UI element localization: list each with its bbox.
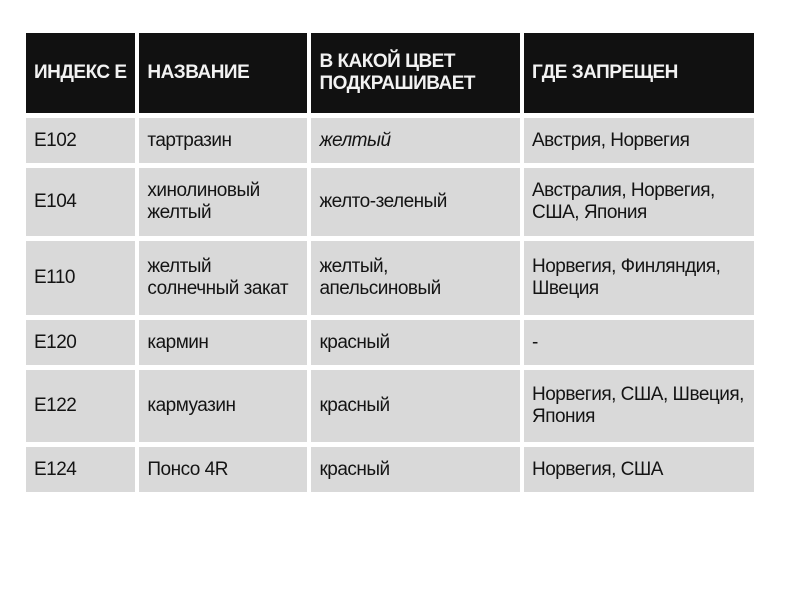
cell-color: желто-зеленый (311, 168, 524, 241)
table-row (26, 118, 754, 168)
cell-color: красный (311, 320, 524, 370)
header-index: ИНДЕКС Е (26, 33, 139, 118)
cell-index: Е102 (26, 118, 139, 168)
table-header-row (26, 33, 754, 118)
cell-name: тартразин (139, 118, 311, 168)
table-row (26, 447, 754, 497)
cell-index: Е120 (26, 320, 139, 370)
cell-color: желтый (311, 118, 524, 168)
header-banned-in: ГДЕ ЗАПРЕЩЕН (524, 33, 754, 118)
cell-name: кармуазин (139, 370, 311, 447)
cell-color: красный (311, 370, 524, 447)
cell-banned-in: Норвегия, США (524, 447, 754, 497)
cell-index: Е110 (26, 241, 139, 320)
table-row (26, 320, 754, 370)
cell-index: Е124 (26, 447, 139, 497)
cell-index: Е104 (26, 168, 139, 241)
cell-index: Е122 (26, 370, 139, 447)
cell-name: хинолиновый желтый (139, 168, 311, 241)
cell-color: желтый, апельсиновый (311, 241, 524, 320)
cell-banned-in: - (524, 320, 754, 370)
cell-color: красный (311, 447, 524, 497)
cell-name: кармин (139, 320, 311, 370)
table-row (26, 241, 754, 320)
cell-name: Понсо 4R (139, 447, 311, 497)
header-name: НАЗВАНИЕ (139, 33, 311, 118)
table-row (26, 370, 754, 447)
cell-banned-in: Норвегия, США, Швеция, Япония (524, 370, 754, 447)
e-additives-table (26, 33, 754, 497)
header-color: В КАКОЙ ЦВЕТ ПОДКРАШИВАЕТ (311, 33, 524, 118)
cell-banned-in: Австрия, Норвегия (524, 118, 754, 168)
cell-name: желтый солнечный закат (139, 241, 311, 320)
table-row (26, 168, 754, 241)
cell-banned-in: Норвегия, Финляндия, Швеция (524, 241, 754, 320)
cell-banned-in: Австралия, Норвегия, США, Япония (524, 168, 754, 241)
